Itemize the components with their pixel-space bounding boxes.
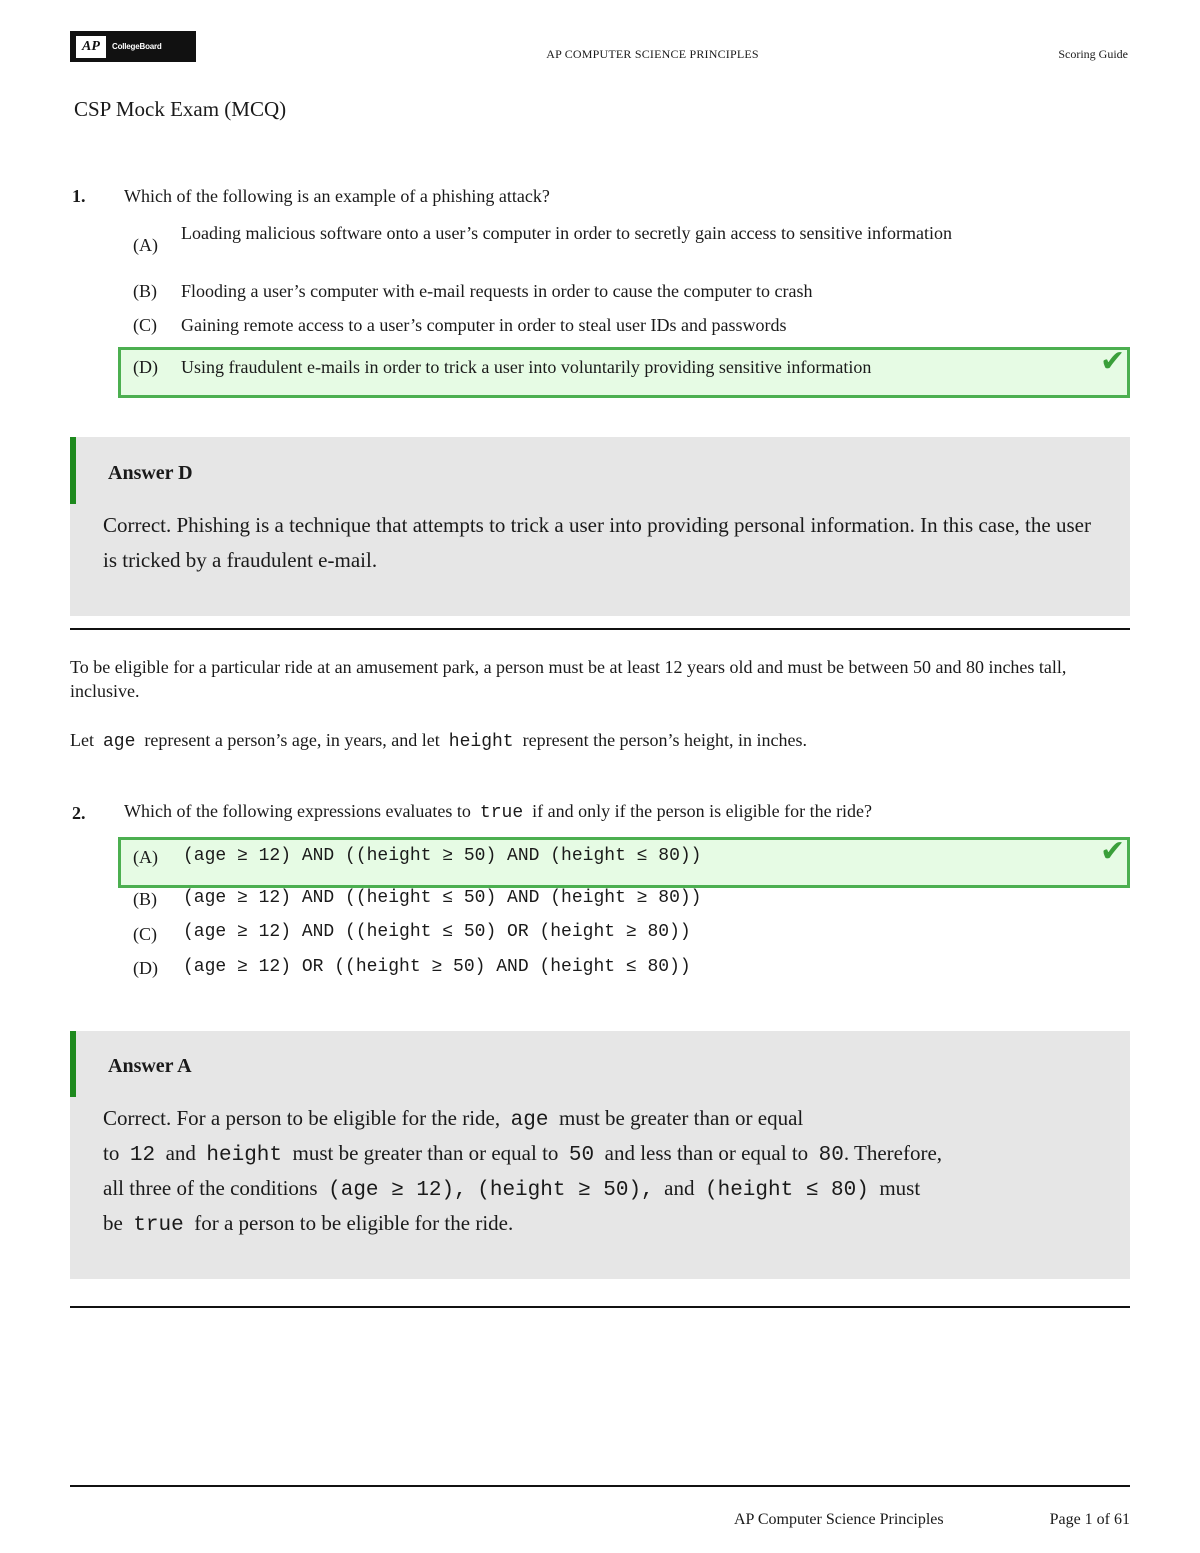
code-80: 80: [818, 1144, 844, 1167]
q1-option-c-label: (C): [133, 315, 157, 335]
code-height-max-condition: (height ≤ 80): [705, 1179, 869, 1202]
q2-answer-text: be: [103, 1211, 123, 1235]
question-2-text: [124, 801, 872, 823]
q1-answer-accent-bar: [70, 437, 76, 504]
q2-option-a-code: (age ≥ 12) AND ((height ≥ 50) AND (height ≤ 80)): [183, 846, 702, 866]
stimulus-variables: [70, 728, 807, 754]
q2-answer-line-4: [103, 1206, 513, 1243]
q2-answer-text: all three of the conditions: [103, 1176, 318, 1200]
q2-checkmark-icon: ✔: [1100, 834, 1126, 869]
college-board-wordmark: CollegeBoard: [112, 42, 162, 51]
page-title: CSP Mock Exam (MCQ): [74, 97, 287, 121]
q2-answer-text: and: [165, 1141, 196, 1165]
q1-checkmark-icon: ✔: [1100, 344, 1126, 379]
section-divider: [70, 628, 1130, 630]
code-age: age: [103, 732, 136, 752]
q1-answer-title: Answer D: [108, 462, 193, 484]
q2-option-d-code: (age ≥ 12) OR ((height ≥ 50) AND (height ≤ 80)): [183, 957, 691, 977]
code-50: 50: [568, 1144, 595, 1167]
q2-answer-line-1: [103, 1101, 803, 1138]
q1-answer-explanation: Correct. Phishing is a technique that attempts to trick a user into providing personal information. In this case, the user is tricked by a fraudulent e-mail.: [103, 513, 1091, 572]
q1-option-a-text: Loading malicious software onto a user’s computer in order to secretly gain access to sensitive information: [181, 223, 952, 243]
q2-answer-text: must be greater than or equal to: [292, 1141, 559, 1165]
q2-option-c-code: (age ≥ 12) AND ((height ≤ 50) OR (height ≥ 80)): [183, 922, 691, 942]
code-true: true: [479, 803, 524, 823]
q2-option-c-label: (C): [133, 924, 157, 944]
stimulus-variables-text-3: represent the person’s height, in inches.: [522, 730, 808, 750]
question-2-text-part-2: if and only if the person is eligible for the ride?: [532, 801, 873, 821]
q2-answer-text: must be greater than or equal: [558, 1106, 804, 1130]
q2-answer-text: and: [664, 1176, 695, 1200]
q2-answer-text: Correct. For a person to be eligible for the ride,: [103, 1106, 501, 1130]
q2-answer-text: and less than or equal to: [604, 1141, 809, 1165]
code-age: age: [510, 1109, 549, 1132]
q2-option-b-label: (B): [133, 889, 157, 909]
q2-answer-text: to: [103, 1141, 120, 1165]
q2-answer-line-3: [103, 1171, 920, 1208]
ap-logo-mark: AP: [76, 36, 106, 58]
q2-answer-text: . Therefore,: [843, 1141, 943, 1165]
code-12: 12: [129, 1144, 156, 1167]
footer-page-number: Page 1 of 61: [1049, 1511, 1130, 1528]
code-true: true: [133, 1214, 184, 1237]
section-divider: [70, 1306, 1130, 1308]
q2-option-a-label: (A): [133, 847, 158, 867]
header-course-title: AP COMPUTER SCIENCE PRINCIPLES: [546, 47, 759, 61]
q1-option-b-label: (B): [133, 281, 157, 301]
code-age-condition: (age ≥ 12),: [328, 1179, 467, 1202]
q1-option-b-text: Flooding a user’s computer with e-mail requests in order to cause the computer to crash: [181, 281, 813, 301]
question-1-text: Which of the following is an example of a phishing attack?: [124, 186, 550, 206]
header-scoring-guide: Scoring Guide: [1058, 47, 1128, 61]
code-height: height: [448, 732, 514, 752]
footer-course-title: AP Computer Science Principles: [734, 1511, 944, 1528]
question-2-number: 2.: [72, 803, 86, 823]
stimulus-variables-text-2: represent a person’s age, in years, and let: [144, 730, 440, 750]
q2-answer-text: must: [879, 1176, 921, 1200]
code-height: height: [206, 1144, 283, 1167]
q2-answer-title: Answer A: [108, 1055, 192, 1077]
question-1-number: 1.: [72, 186, 86, 206]
q1-option-a-label: (A): [133, 235, 158, 255]
q2-answer-text: for a person to be eligible for the ride.: [194, 1211, 514, 1235]
q2-answer-line-2: [103, 1136, 942, 1173]
footer-rule: [70, 1485, 1130, 1487]
stimulus-paragraph: To be eligible for a particular ride at an amusement park, a person must be at least 12 years old and must be between 50 and 80 inches tall, inclusive.: [70, 657, 1067, 701]
q2-option-d-label: (D): [133, 958, 158, 978]
stimulus-variables-text-1: Let: [70, 730, 94, 750]
q1-option-d-text: Using fraudulent e-mails in order to trick a user into voluntarily providing sensitive information: [181, 357, 872, 377]
question-2-text-part-1: Which of the following expressions evaluates to: [124, 801, 471, 821]
q2-option-b-code: (age ≥ 12) AND ((height ≤ 50) AND (height ≥ 80)): [183, 888, 702, 908]
q1-option-d-label: (D): [133, 357, 158, 377]
q1-option-c-text: Gaining remote access to a user’s computer in order to steal user IDs and passwords: [181, 315, 787, 335]
code-height-min-condition: (height ≥ 50),: [477, 1179, 654, 1202]
q2-answer-accent-bar: [70, 1031, 76, 1097]
